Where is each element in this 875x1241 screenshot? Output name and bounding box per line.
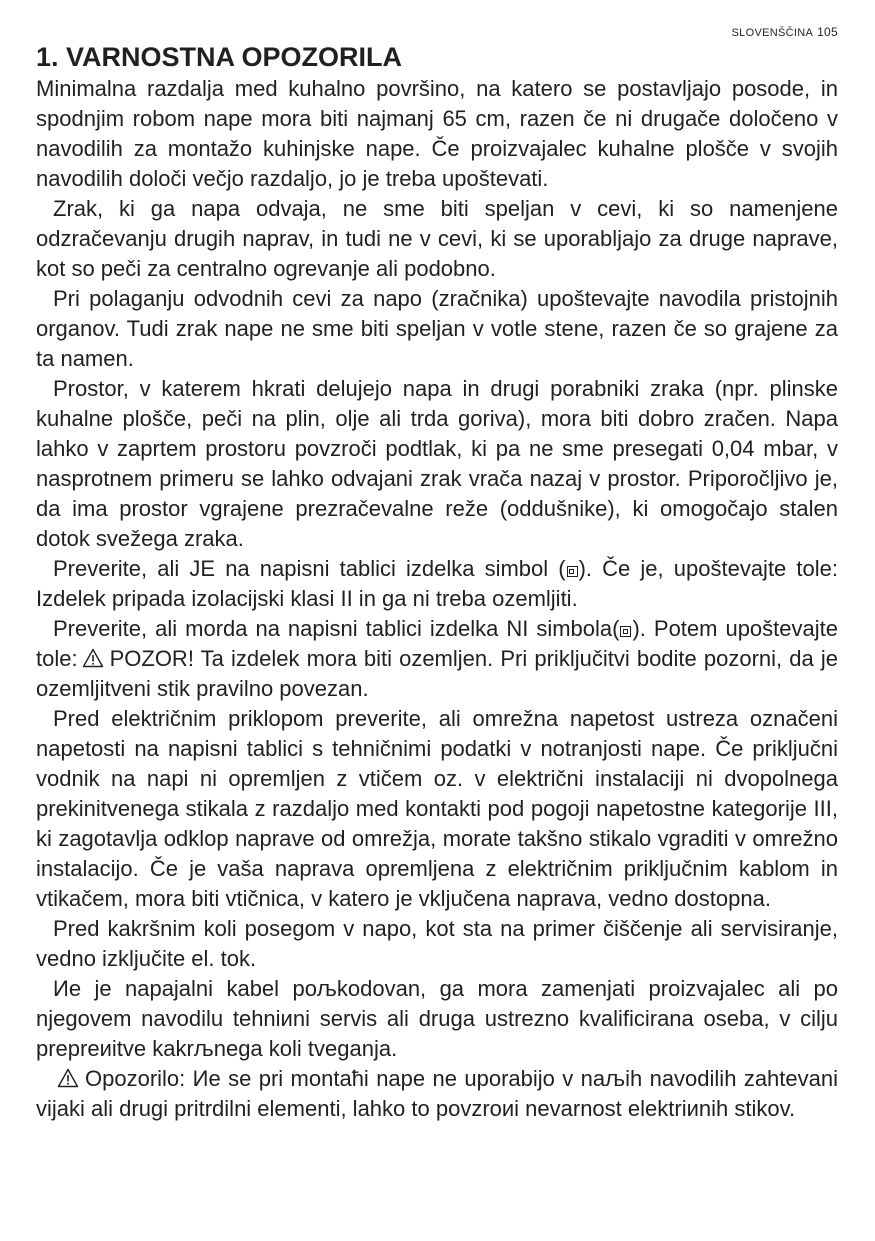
paragraph-disconnect-power: Pred kakršnim koli posegom v napo, kot sta na primer čiščenje ali servisiranje, vedno izključite el. tok. — [36, 916, 838, 971]
paragraph-text: ). Če je, upoštevajte tole: Izdelek pripada izolacijski klasi II in ga ni treba ozemljiti. — [36, 556, 838, 611]
paragraph-text: Preverite, ali morda na napisni tablici izdelka NI simbola( — [53, 616, 620, 641]
paragraph-duct-installation: Pri polaganju odvodnih cevi za napo (zračnika) upoštevajte navodila pristojnih organov. Tudi zrak nape ne sme biti speljan v votle stene, razen če so grajene za ta namen. — [36, 286, 838, 371]
section-title: 1. VARNOSTNA OPOZORILA — [36, 42, 403, 72]
paragraph-text: Opozorilo: Иe se pri montaћi nape ne uporabijo v naљih navodilih zahtevani vijaki ali drugi pritrdilni elementi, lahko to povzroиi nevarnost elektriиnih stikov. — [36, 1066, 838, 1121]
paragraph-text: ). Potem upoštevajte tole: — [36, 616, 838, 671]
paragraph-damaged-cable: Иe je napajalni kabel poљkodovan, ga mora zamenjati proizvajalec ali po njegovem navodilu tehniиni servis ali druga ustrezno kvalificirana oseba, v cilju prepreиitve kakrљnega koli tveganja. — [36, 976, 838, 1061]
header-language: SLOVENŠČINA — [731, 27, 814, 39]
paragraph-class-two-symbol — [36, 554, 838, 614]
paragraph-text: POZOR! Ta izdelek mora biti ozemljen. Pri priključitvi bodite pozorni, da je ozemljitveni stik pravilno povezan. — [36, 646, 838, 701]
paragraph-text: Preverite, ali JE na napisni tablici izdelka simbol ( — [53, 556, 566, 581]
double-square-icon — [567, 566, 578, 577]
paragraph-warning-screws — [36, 1064, 838, 1124]
page-number: 105 — [817, 25, 838, 39]
page-content — [36, 40, 838, 1124]
page-header — [732, 25, 838, 39]
paragraph-exhaust-air: Zrak, ki ga napa odvaja, ne sme biti speljan v cevi, ki so namenjene odzračevanju drugih naprav, in tudi ne v cevi, ki se uporabljajo za druge naprave, kot so peči za centralno ogrevanje ali podobno. — [36, 196, 838, 281]
paragraph-min-distance: Minimalna razdalja med kuhalno površino, na katero se postavljajo posode, in spodnjim robom nape mora biti najmanj 65 cm, razen če ni drugače določeno v navodilih za montažo kuhinjske nape. Če proizvajalec kuhalne plošče v svojih navodilih določi večjo razdaljo, jo je treba upoštevati. — [36, 76, 838, 191]
paragraph-electrical-connection: Pred električnim priklopom preverite, ali omrežna napetost ustreza označeni napetosti na napisni tablici s tehničnimi podatki v notranjosti nape. Če priključni vodnik na napi ni opremljen z vtičem oz. v električni instalaciji ni dvopolnega prekinitvenega stikala z razdaljo med kontakti pod pogoji napetostne kategorije III, ki zagotavlja odklop naprave od omrežja, morate takšno stikalo vgraditi v omrežno instalacijo. Če je vaša naprava opremljena z električnim priključnim kablom in vtikačem, mora biti vtičnica, v katero je vključena naprava, vedno dostopna. — [36, 706, 838, 911]
body-text — [36, 74, 838, 1124]
warning-triangle-icon — [57, 1068, 79, 1088]
warning-triangle-icon — [82, 648, 104, 668]
paragraph-ventilation: Prostor, v katerem hkrati delujejo napa in drugi porabniki zraka (npr. plinske kuhalne plošče, peči na plin, olje ali trda goriva), mora biti dobro zračen. Napa lahko v zaprtem prostoru povzroči podtlak, ki pa ne sme presegati 0,04 mbar, v nasprotnem primeru se lahko odvajani zrak vrača nazaj v prostor. Priporočljivo je, da ima prostor vgrajene prezračevalne reže (oddušnike), ki omogočajo stalen dotok svežega zraka. — [36, 376, 838, 551]
double-square-icon — [620, 626, 631, 637]
paragraph-earthing — [36, 614, 838, 704]
